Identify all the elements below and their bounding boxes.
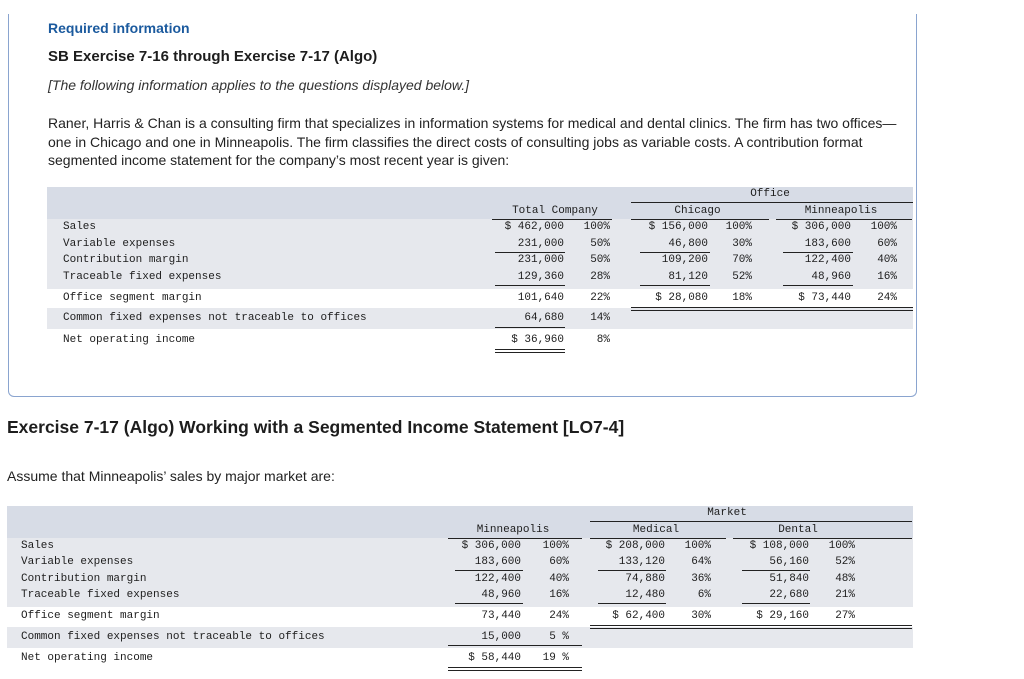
row-label-segment-margin: Office segment margin [21, 610, 160, 622]
cell: 6% [697, 589, 711, 601]
office-group-header: Office [750, 188, 790, 200]
cell: 50% [590, 254, 610, 266]
col-header-medical: Medical [632, 524, 680, 536]
cell: 36% [691, 573, 711, 585]
row-label-segment-margin: Office segment margin [63, 292, 202, 304]
cell: 28% [590, 271, 610, 283]
description-paragraph: Raner, Harris & Chan is a consulting firm that specializes in information systems for medical and dental clinics. The firm has two offices—one in Chicago and one in Minneapolis. The firm classifies the direct costs of consulting jobs as variable costs. A contribution format segmented income statement for the company’s most recent year is given: [48, 115, 897, 168]
cell: 122,400 [804, 254, 851, 266]
cell: 231,000 [517, 238, 564, 250]
cell: 40% [877, 254, 897, 266]
row-label-variable-expenses: Variable expenses [63, 238, 176, 250]
cell: 48% [835, 573, 855, 585]
cell: 48,960 [481, 589, 521, 601]
cell: 51,840 [769, 573, 809, 585]
cell: 22,680 [769, 589, 809, 601]
cell: $ 62,400 [612, 610, 665, 622]
cell: 64,680 [524, 312, 564, 324]
col-header-minneapolis: Minneapolis [804, 205, 878, 217]
cell: 60% [877, 238, 897, 250]
cell: 183,600 [474, 556, 521, 568]
cell: 48,960 [811, 271, 851, 283]
cell: 52% [835, 556, 855, 568]
cell: 22% [590, 292, 610, 304]
col-header-total-company: Total Company [512, 205, 598, 217]
cell: 60% [549, 556, 569, 568]
intro-note: [The following information applies to the questions displayed below.] [48, 77, 470, 93]
cell: 30% [732, 238, 752, 250]
row-label-contribution-margin: Contribution margin [21, 573, 147, 585]
cell: 52% [732, 271, 752, 283]
cell: 100% [725, 221, 752, 233]
cell: 74,880 [625, 573, 665, 585]
cell: 24% [877, 292, 897, 304]
cell: $ 208,000 [605, 540, 665, 552]
cell: 46,800 [668, 238, 708, 250]
cell: 16% [549, 589, 569, 601]
cell: 73,440 [481, 610, 521, 622]
row-label-sales: Sales [63, 221, 97, 233]
cell: 15,000 [481, 631, 521, 643]
row-label-traceable-fixed: Traceable fixed expenses [63, 271, 222, 283]
cell: $ 58,440 [468, 652, 521, 664]
required-info-label: Required information [48, 20, 190, 36]
cell: 183,600 [804, 238, 851, 250]
cell: $ 108,000 [749, 540, 809, 552]
exercise-set-title: SB Exercise 7-16 through Exercise 7-17 (Algo) [48, 48, 378, 65]
cell: 5 % [549, 631, 569, 643]
col-header-minneapolis: Minneapolis [476, 524, 550, 536]
col-header-dental: Dental [778, 524, 818, 536]
cell: 16% [877, 271, 897, 283]
row-label-variable-expenses: Variable expenses [21, 556, 134, 568]
market-group-header: Market [707, 507, 747, 519]
row-label-contribution-margin: Contribution margin [63, 254, 189, 266]
cell: 100% [583, 221, 610, 233]
row-label-traceable-fixed: Traceable fixed expenses [21, 589, 180, 601]
row-label-common-fixed: Common fixed expenses not traceable to offices [63, 312, 367, 324]
cell: 14% [590, 312, 610, 324]
cell: 100% [828, 540, 855, 552]
cell: $ 28,080 [655, 292, 708, 304]
cell: 101,640 [517, 292, 564, 304]
cell: 18% [732, 292, 752, 304]
exercise-title: Exercise 7-17 (Algo) Working with a Segmented Income Statement [LO7-4] [7, 417, 625, 437]
cell: 122,400 [474, 573, 521, 585]
cell: 133,120 [618, 556, 665, 568]
cell: 40% [549, 573, 569, 585]
row-label-sales: Sales [21, 540, 55, 552]
assume-text: Assume that Minneapolis’ sales by major market are: [7, 468, 335, 484]
cell: $ 29,160 [756, 610, 809, 622]
cell: 100% [542, 540, 569, 552]
cell: 70% [732, 254, 752, 266]
cell: $ 73,440 [798, 292, 851, 304]
cell: $ 156,000 [648, 221, 708, 233]
row-label-common-fixed: Common fixed expenses not traceable to offices [21, 631, 325, 643]
cell: 12,480 [625, 589, 665, 601]
cell: 109,200 [661, 254, 708, 266]
cell: 21% [835, 589, 855, 601]
cell: 27% [835, 610, 855, 622]
cell: 30% [691, 610, 711, 622]
cell: $ 462,000 [504, 221, 564, 233]
col-header-chicago: Chicago [674, 205, 721, 217]
cell: 8% [596, 334, 610, 346]
row-label-net-operating-income: Net operating income [63, 334, 196, 346]
cell: 64% [691, 556, 711, 568]
cell: 100% [684, 540, 711, 552]
cell: $ 306,000 [461, 540, 521, 552]
cell: 50% [590, 238, 610, 250]
cell: 129,360 [517, 271, 564, 283]
cell: 19 % [542, 652, 569, 664]
cell: $ 306,000 [791, 221, 851, 233]
cell: 231,000 [517, 254, 564, 266]
cell: 81,120 [668, 271, 708, 283]
row-label-net-operating-income: Net operating income [21, 652, 154, 664]
cell: 100% [870, 221, 897, 233]
cell: 24% [549, 610, 569, 622]
cell: $ 36,960 [511, 334, 564, 346]
cell: 56,160 [769, 556, 809, 568]
